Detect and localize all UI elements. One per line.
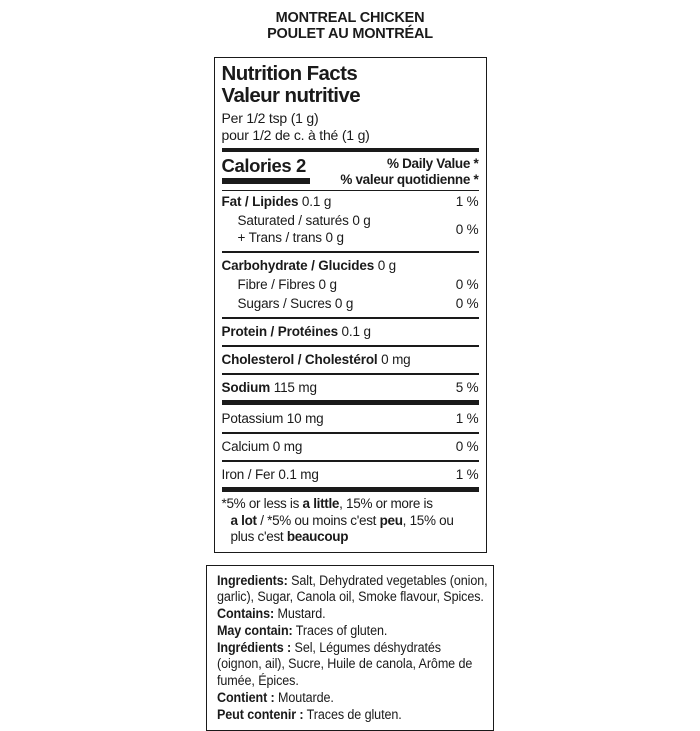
- ingredients-panel: [206, 565, 494, 731]
- daily-value-percent: 0 %: [455, 277, 479, 292]
- nutrient-label-line: Saturated / saturés 0 g: [237, 213, 371, 228]
- nutrient-divider: [222, 373, 479, 375]
- nutrient-row: [222, 409, 479, 428]
- nutrient-label-text: 0.1 g: [298, 194, 332, 209]
- nutrient-label-text: Protein / Protéines: [221, 324, 338, 339]
- nutrient-label-text: Fat / Lipides: [221, 194, 299, 209]
- ingredients-text-segment: Sel, Légumes déshydratés: [291, 639, 441, 655]
- footnote-text: plus c'est: [230, 529, 287, 544]
- footnote-text: peu: [379, 512, 403, 528]
- daily-value-header-fr: % valeur quotidienne *: [340, 171, 479, 187]
- ingredients-text-segment: Ingredients:: [217, 572, 288, 588]
- ingredients-text-segment: Traces of gluten.: [292, 622, 388, 638]
- ingredients-text-segment: Peut contenir :: [217, 706, 304, 722]
- footnote-text: a lot: [230, 512, 257, 528]
- nutrient-rows: [222, 192, 479, 492]
- ingredients-text-segment: Traces de gluten.: [303, 706, 402, 722]
- nutrient-row: [222, 256, 479, 275]
- nutrient-label: [222, 323, 371, 340]
- nutrient-label-text: 0 mg: [377, 352, 411, 367]
- nutrient-label: [222, 295, 354, 312]
- ingredients-text-segment: fumée, Épices.: [217, 673, 299, 689]
- ingredients-text: [217, 572, 488, 724]
- nutrient-label-text: 0.1 g: [337, 324, 371, 339]
- nutrient-label-text: Potassium 10 mg: [221, 411, 324, 426]
- thick-divider-bar: [222, 400, 479, 405]
- calories-label: Calories 2: [221, 155, 306, 176]
- nutrient-row: [222, 465, 479, 484]
- ingredients-line: [217, 606, 483, 623]
- footnote-text: a little: [302, 496, 340, 511]
- header-rule: [222, 190, 479, 191]
- daily-value-header-en: % Daily Value *: [386, 156, 479, 171]
- daily-value-percent: 1 %: [455, 467, 479, 482]
- nutrient-row: [222, 211, 479, 247]
- ingredients-line: [217, 673, 483, 690]
- nutrient-row: [222, 294, 479, 313]
- nutrient-label: [222, 351, 411, 368]
- footnote-line: [231, 513, 479, 530]
- nutrient-label: [222, 276, 337, 293]
- ingredients-text-segment: Ingrédients :: [217, 639, 292, 655]
- serving-divider-bar: [222, 148, 479, 152]
- footnote-text: , 15% or more is: [339, 496, 433, 511]
- nutrient-label: [222, 410, 324, 427]
- nutrient-row: [222, 437, 479, 456]
- ingredients-text-segment: Contains:: [217, 606, 275, 622]
- nutrient-label-text: Carbohydrate / Glucides: [221, 258, 375, 273]
- daily-value-percent: 0 %: [455, 296, 479, 311]
- ingredients-line: [217, 572, 488, 590]
- daily-value-percent: 1 %: [455, 194, 479, 209]
- nutrient-row: [222, 350, 479, 369]
- nutrient-label: [222, 257, 397, 274]
- thick-divider-bar: [222, 487, 479, 492]
- footnote-text: / *5% ou moins c'est: [256, 512, 380, 528]
- product-title-fr: POULET AU MONTRÉAL: [267, 26, 433, 42]
- footnote-line: [231, 529, 479, 546]
- nutrient-divider: [222, 432, 479, 434]
- daily-value-percent: 0 %: [455, 221, 479, 237]
- nutrition-facts-panel: [214, 57, 487, 553]
- calories-underline-bar: [222, 178, 310, 184]
- calories-row: [222, 155, 479, 187]
- nutrient-row: [222, 192, 479, 211]
- nutrient-divider: [222, 345, 479, 347]
- nutrient-label-line: + Trans / trans 0 g: [237, 230, 344, 245]
- ingredients-text-segment: May contain:: [217, 622, 293, 638]
- nutrient-divider: [222, 317, 479, 319]
- nutrient-label-text: Iron / Fer 0.1 mg: [221, 467, 319, 482]
- nutrient-row: [222, 322, 479, 341]
- footnote-text: *5% or less is: [221, 496, 303, 511]
- nutrient-label-text: Calcium 0 mg: [221, 439, 303, 454]
- ingredients-text-segment: Salt, Dehydrated vegetables (onion,: [287, 572, 488, 588]
- serving-size-fr: pour 1/2 de c. à thé (1 g): [221, 127, 370, 143]
- calories-block: [222, 155, 310, 184]
- daily-value-footnote: [222, 496, 479, 546]
- ingredients-line: [217, 589, 483, 606]
- ingredients-line: [217, 656, 483, 673]
- ingredients-text-segment: Contient :: [217, 690, 275, 706]
- footnote-text: , 15% ou: [402, 512, 454, 528]
- nutrient-label-text: Fibre / Fibres 0 g: [237, 277, 337, 292]
- nutrient-label: [222, 193, 332, 210]
- product-title-en: MONTREAL CHICKEN: [275, 10, 425, 26]
- ingredients-text-segment: (oignon, ail), Sucre, Huile de canola, Arôme de: [217, 656, 473, 672]
- nutrient-label: [222, 212, 371, 246]
- ingredients-line: [217, 690, 483, 707]
- ingredients-line: [217, 623, 483, 640]
- nutrient-label-text: Cholesterol / Cholestérol: [221, 352, 378, 367]
- product-title: [0, 10, 700, 42]
- serving-size-en: Per 1/2 tsp (1 g): [221, 110, 319, 126]
- nutrient-label: [222, 466, 319, 483]
- nutrient-label-text: Sodium: [221, 380, 271, 395]
- daily-value-percent: 0 %: [455, 439, 479, 454]
- nutrient-row: [222, 378, 479, 397]
- nutrient-label-text: Sugars / Sucres 0 g: [237, 296, 354, 311]
- nutrient-label: [222, 438, 303, 455]
- ingredients-text-segment: Moutarde.: [274, 690, 334, 706]
- nutrient-label: [222, 379, 317, 396]
- nutrition-facts-title-en: Nutrition Facts: [221, 62, 358, 85]
- ingredients-text-segment: Mustard.: [274, 606, 326, 622]
- nutrient-row: [222, 275, 479, 294]
- nutrient-divider: [222, 251, 479, 253]
- ingredients-line: [217, 640, 483, 657]
- ingredients-line: [217, 707, 483, 724]
- nutrient-label-text: 0 g: [374, 258, 397, 273]
- daily-value-percent: 5 %: [455, 380, 479, 395]
- footnote-text: beaucoup: [286, 529, 349, 544]
- daily-value-header: [340, 156, 478, 187]
- ingredients-text-segment: garlic), Sugar, Canola oil, Smoke flavour, Spices.: [217, 589, 484, 605]
- footnote-line: [221, 496, 479, 513]
- daily-value-percent: 1 %: [455, 411, 479, 426]
- nutrition-facts-title-fr: Valeur nutritive: [221, 84, 361, 107]
- nutrient-divider: [222, 460, 479, 462]
- nutrient-label-text: 115 mg: [270, 380, 317, 395]
